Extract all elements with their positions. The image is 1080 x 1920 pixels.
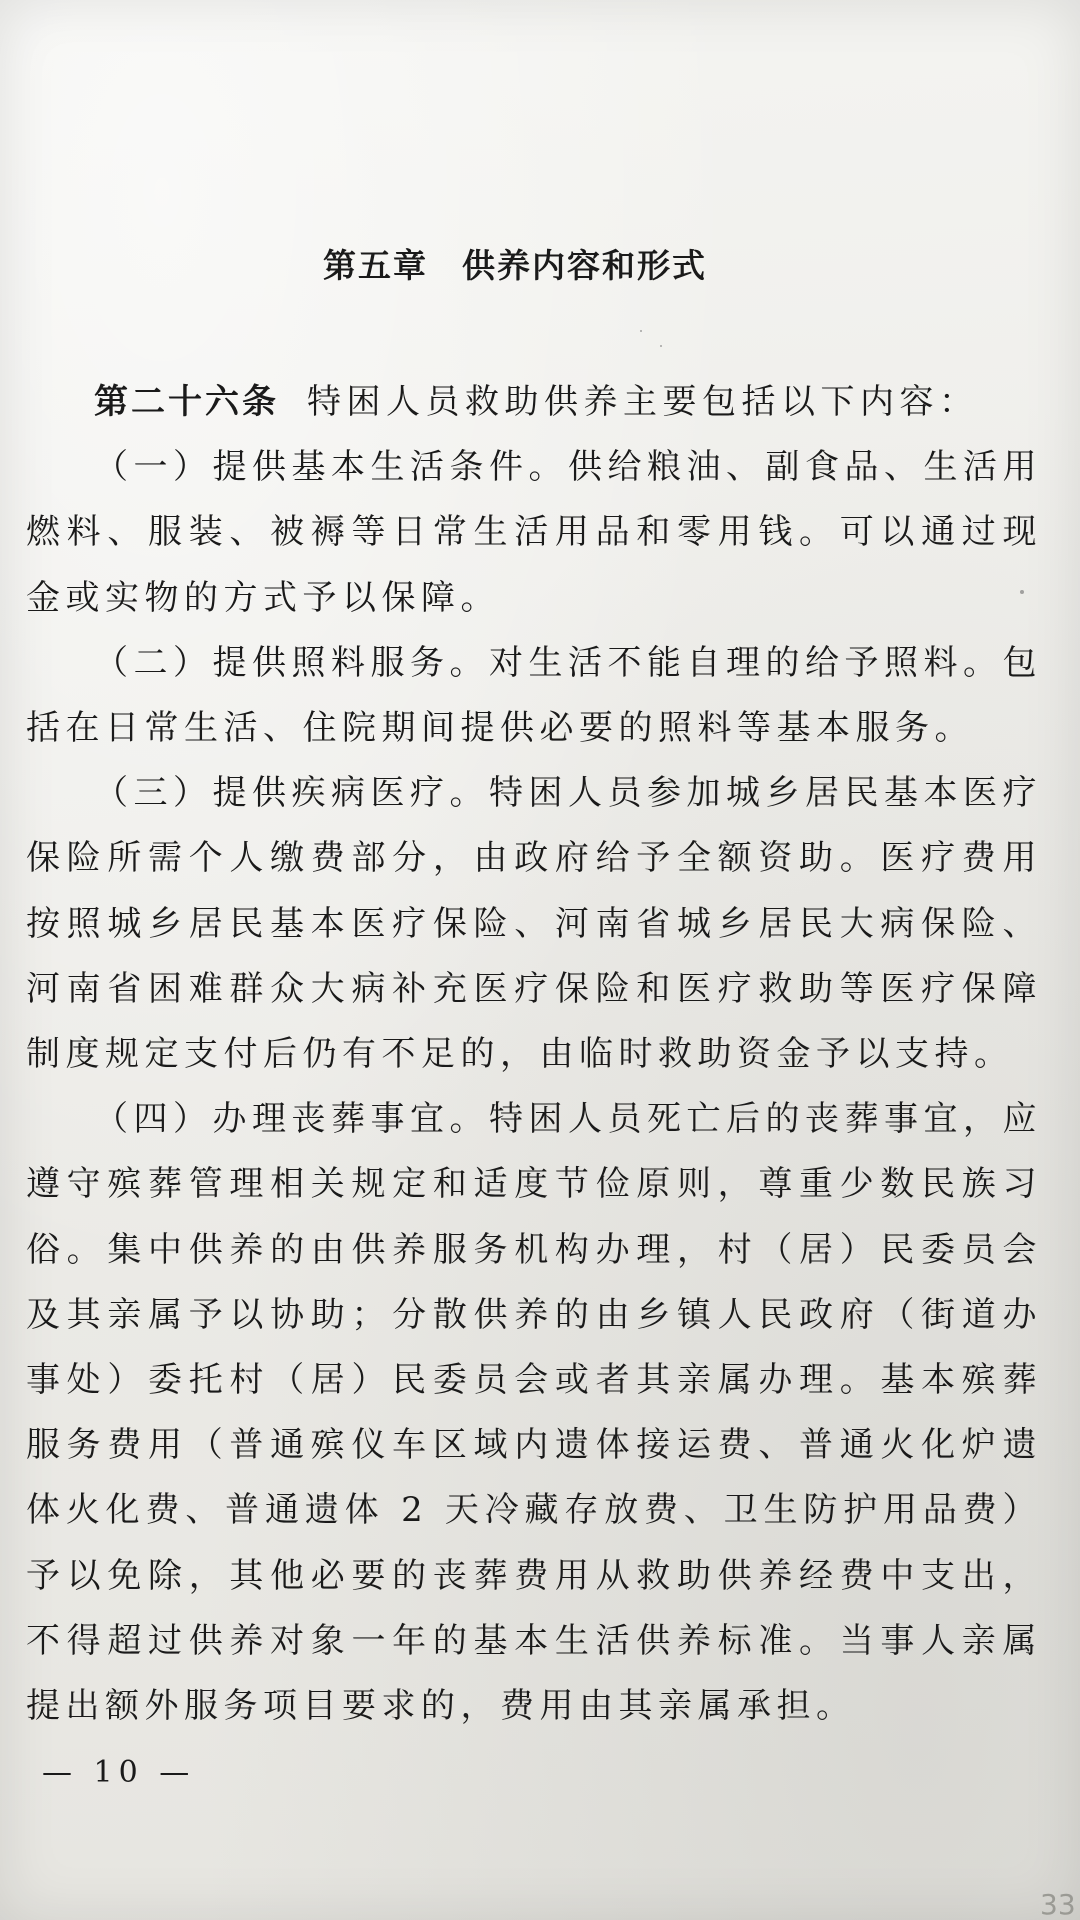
chapter-number: 第五章 [323, 246, 428, 285]
paper-speck [1020, 590, 1024, 594]
article-label: 第二十六条 [94, 382, 279, 422]
article-intro: 特困人员救助供养主要包括以下内容： [307, 382, 979, 422]
article-intro-paragraph [26, 370, 1042, 435]
paper-speck [640, 330, 642, 332]
item-paragraph-2: （二）提供照料服务。对生活不能自理的给予照料。包括在日常生活、住院期间提供必要的照料等基本服务。 [26, 642, 1042, 749]
corner-mark: 33 [1040, 1888, 1076, 1920]
chapter-heading [0, 240, 1030, 287]
item-paragraph-3: （三）提供疾病医疗。特困人员参加城乡居民基本医疗保险所需个人缴费部分，由政府给予全额资助。医疗费用按照城乡居民基本医疗保险、河南省城乡居民大病保险、河南省困难群众大病补充医疗保险和医疗救助等医疗保障制度规定支付后仍有不足的，由临时救助资金予以支持。 [26, 773, 1042, 1075]
item-paragraph-4: （四）办理丧葬事宜。特困人员死亡后的丧葬事宜，应遵守殡葬管理相关规定和适度节俭原则，尊重少数民族习俗。集中供养的由供养服务机构办理，村（居）民委员会及其亲属予以协助；分散供养的由乡镇人民政府（街道办事处）委托村（居）民委员会或者其亲属办理。基本殡葬服务费用（普通殡仪车区域内遗体接运费、普通火化炉遗体火化费、普通遗体 2 天冷藏存放费、卫生防护用品费）予以免除，其他必要的丧葬费用从救助供养经费中支出，不得超过供养对象一年的基本生活供养标准。当事人亲属提出额外服务项目要求的，费用由其亲属承担。 [26, 1099, 1042, 1727]
item-paragraph-1: （一）提供基本生活条件。供给粮油、副食品、生活用燃料、服装、被褥等日常生活用品和零用钱。可以通过现金或实物的方式予以保障。 [26, 447, 1042, 618]
paper-speck [660, 345, 662, 347]
chapter-title: 供养内容和形式 [462, 246, 707, 285]
article-body [26, 370, 1042, 1739]
page-number: — 10 — [42, 1755, 196, 1790]
